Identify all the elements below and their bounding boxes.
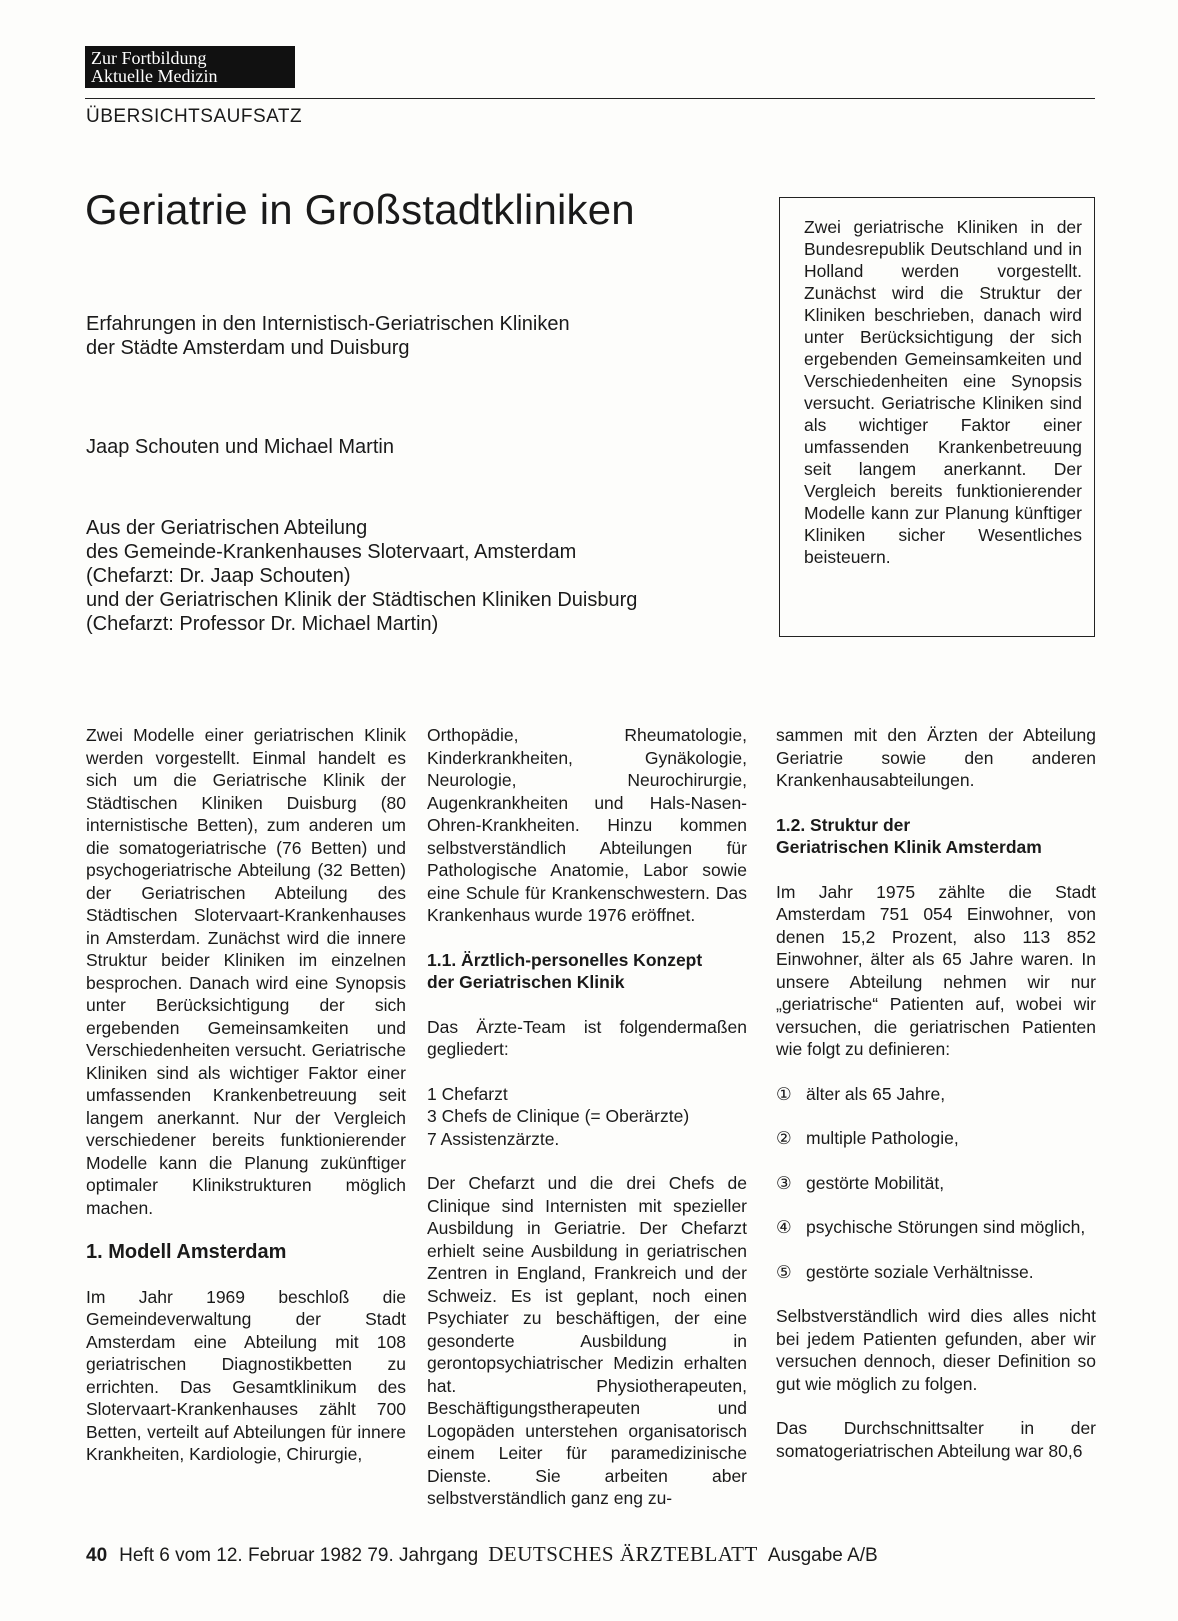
list-item [776, 1172, 1096, 1195]
criterion-text: gestörte soziale Verhältnisse. [806, 1261, 1034, 1282]
body-paragraph: Das Ärzte-Team ist folgendermaßen gegliedert: [427, 1016, 747, 1059]
criterion-text: psychische Störungen sind möglich, [806, 1217, 1086, 1237]
heading-line: der Geriatrischen Klinik [427, 972, 625, 992]
circled-number: ① [776, 1083, 792, 1104]
subtitle-line: Erfahrungen in den Internistisch-Geriatrischen Kliniken [86, 313, 570, 335]
circled-number: ③ [776, 1172, 792, 1193]
body-paragraph: Selbstverständlich wird dies alles nicht bei jedem Patienten gefunden, aber wir versuchen dennoch, dieser Definition so gut wie möglich zu folgen. [776, 1306, 1096, 1394]
list-item [776, 1216, 1096, 1239]
list-item: 1 Chefarzt [427, 1083, 508, 1104]
list-item: 3 Chefs de Clinique (= Oberärzte) [427, 1106, 690, 1126]
affiliation-line: Aus der Geriatrischen Abteilung [86, 517, 368, 539]
criteria-list [776, 1083, 1096, 1284]
criterion-text: gestörte Mobilität, [806, 1172, 945, 1193]
list-item: 7 Assistenzärzte. [427, 1128, 560, 1149]
body-paragraph: sammen mit den Ärzten der Abteilung Geriatrie sowie den anderen Krankenhausabteilungen. [776, 725, 1096, 790]
heading-line: 1.1. Ärztlich-personelles Konzept [427, 949, 703, 970]
affiliation-line: des Gemeinde-Krankenhauses Slotervaart, Amsterdam [86, 541, 577, 563]
text-column-2 [427, 724, 747, 1532]
body-paragraph: Orthopädie, Rheumatologie, Kinderkrankheiten, Gynäkologie, Neurologie, Neurochirurgie, Augenkrankheiten und Hals-Nasen-Ohren-Krankheiten. Hinzu kommen selbstverständlich Abteilungen für Pathologische Anatomie, Labor sowie eine Schule für Krankenschwestern. Das Krankenhaus wurde 1976 eröffnet. [427, 725, 747, 925]
page-footer [86, 1542, 878, 1567]
article-subtitle [86, 312, 706, 360]
circled-number: ④ [776, 1217, 792, 1237]
staff-list [427, 1083, 747, 1151]
subtitle-line: der Städte Amsterdam und Duisburg [86, 337, 410, 359]
page-number: 40 [86, 1545, 108, 1566]
body-paragraph: Im Jahr 1969 beschloß die Gemeindeverwaltung der Stadt Amsterdam eine Abteilung mit 108 geriatrischen Diagnostikbetten zu errichten. Das Gesamtklinikum des Slotervaart-Krankenhauses zählt 700 Betten, verteilt auf Abteilungen für innere Krankheiten, Kardiologie, Chirurgie, [86, 1286, 406, 1464]
criterion-text: älter als 65 Jahre, [806, 1083, 946, 1104]
body-paragraph: Das Durchschnittsalter in der somatogeriatrischen Abteilung war 80,6 [776, 1418, 1096, 1461]
section-tag [85, 46, 295, 88]
affiliation-line: (Chefarzt: Professor Dr. Michael Martin) [86, 613, 439, 635]
affiliation-line: und der Geriatrischen Klinik der Städtischen Kliniken Duisburg [86, 589, 638, 611]
abstract-text: Zwei geriatrische Kliniken in der Bundesrepublik Deutschland und in Holland werden vorgestellt. Zunächst wird die Struktur der Kliniken beschrieben, danach wird unter Berücksichtigung der sich ergebenden Gemeinsamkeiten und Verschiedenheiten eine Synopsis versucht. Geriatrische Kliniken sind als wichtiger Faktor einer umfassenden Krankenbetreuung seit langem anerkannt. Der Vergleich bereits funktionierender Modelle kann zur Planung künftiger Kliniken sicher Wesentliches beisteuern. [804, 217, 1082, 567]
list-item [776, 1261, 1096, 1284]
article-type-label: ÜBERSICHTSAUFSATZ [86, 106, 303, 127]
header-rule [85, 98, 1095, 99]
body-paragraph: Im Jahr 1975 zählte die Stadt Amsterdam 751 054 Einwohner, von denen 15,2 Prozent, also 113 852 Einwohner, älter als 65 Jahre waren. In unsere Abteilung nehmen wir nur „geriatrische“ Patienten auf, wobei wir versuchen, die geriatrischen Patienten wie folgt zu definieren: [776, 881, 1096, 1059]
issue-info: Heft 6 vom 12. Februar 1982 79. Jahrgang [119, 1545, 479, 1566]
criterion-text: multiple Pathologie, [806, 1128, 959, 1148]
section-tag-line2: Aktuelle Medizin [91, 66, 218, 86]
heading-line: Geriatrischen Klinik Amsterdam [776, 837, 1042, 857]
text-column-1 [86, 724, 406, 1488]
edition-info: Ausgabe A/B [767, 1545, 878, 1566]
affiliation-line: (Chefarzt: Dr. Jaap Schouten) [86, 565, 351, 587]
circled-number: ② [776, 1128, 792, 1148]
intro-paragraph: Zwei Modelle einer geriatrischen Klinik werden vorgestellt. Einmal handelt es sich um die Geriatrische Klinik der Städtischen Kliniken Duisburg (80 internistische Betten), zum anderen um die somatogeriatrische (76 Betten) und psychogeriatrische Abteilung (32 Betten) der Geriatrischen Abteilung des Städtischen Slotervaart-Krankenhauses in Amsterdam. Zunächst wird die innere Struktur beider Kliniken im einzelnen besprochen. Danach wird eine Synopsis unter Berücksichtigung der sich ergebenden Gemeinsamkeiten und Verschiedenheiten versucht. Geriatrische Kliniken sind als wichtiger Faktor einer umfassenden Krankenbetreuung seit langem anerkannt. Nur der Vergleich verschiedener bereits funktionierender Modelle kann die Planung zukünftiger optimaler Klinikstrukturen möglich machen. [86, 725, 406, 1218]
heading-line: 1.2. Struktur der [776, 814, 911, 835]
article-authors: Jaap Schouten und Michael Martin [86, 436, 394, 458]
list-item [776, 1083, 1096, 1106]
section-tag-line1: Zur Fortbildung [91, 48, 207, 68]
list-item [776, 1127, 1096, 1150]
author-affiliation [86, 516, 766, 636]
text-column-3 [776, 724, 1096, 1484]
subsection-heading [776, 814, 1096, 859]
journal-name: DEUTSCHES ÄRZTEBLATT [488, 1542, 758, 1566]
body-paragraph: Der Chefarzt und die drei Chefs de Clinique sind Internisten mit spezieller Ausbildung in Geriatrie. Der Chefarzt erhielt seine Ausbildung in geriatrischen Zentren in England, Frankreich und der Schweiz. Es ist geplant, noch einen Psychiater zu beschäftigen, der eine gesonderte Ausbildung in gerontopsychiatrischer Medizin erhalten hat. Physiotherapeuten, Beschäftigungstherapeuten und Logopäden unterstehen organisatorisch einem Leiter für paramedizinische Dienste. Sie arbeiten aber selbstverständlich ganz eng zu- [427, 1173, 747, 1508]
abstract-box [779, 197, 1095, 637]
subsection-heading [427, 949, 747, 994]
article-title: Geriatrie in Großstadtkliniken [85, 186, 635, 233]
circled-number: ⑤ [776, 1261, 792, 1282]
section-heading: 1. Modell Amsterdam [86, 1241, 287, 1263]
